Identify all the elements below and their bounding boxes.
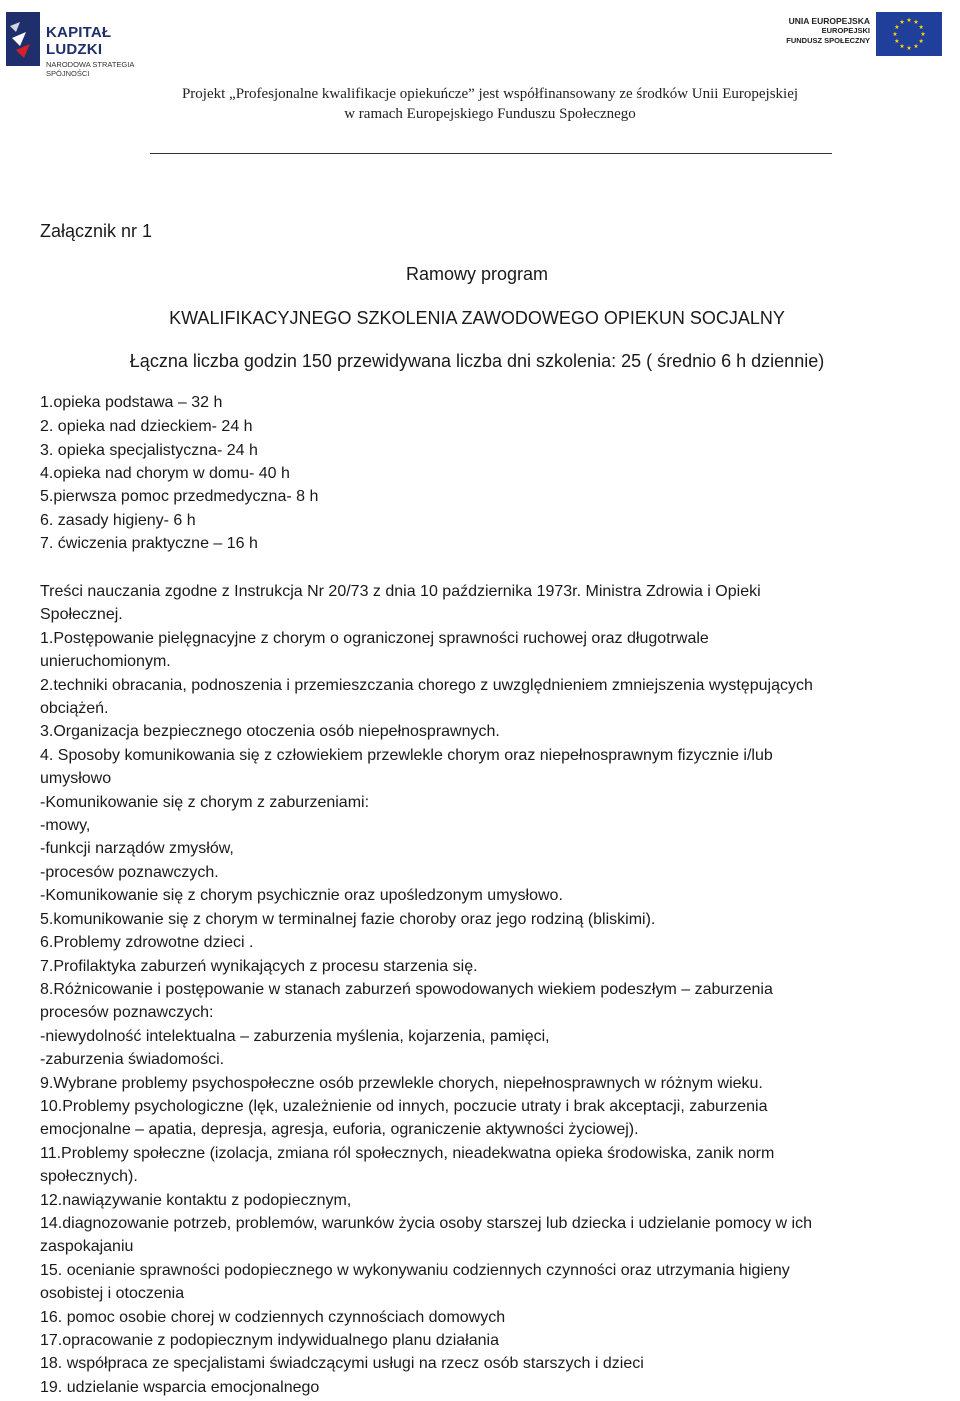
module-item: 6. zasady higieny- 6 h [40,512,196,529]
content-line: 16. pomoc osobie chorej w codziennych czynnościach domowych [40,1308,506,1326]
kapital-ludzki-subtitle: NARODOWA STRATEGIA SPÓJNOŚCI [46,60,134,78]
content-line: 6.Problemy zdrowotne dzieci . [40,934,254,952]
project-line-2: w ramach Europejskiego Funduszu Społecznego [344,106,636,122]
module-item: 2. opieka nad dzieckiem- 24 h [40,418,253,435]
document-header [0,0,960,160]
content-line: 3.Organizacja bezpiecznego otoczenia osób niepełnosprawnych. [40,723,500,741]
kapital-ludzki-emblem-icon [6,12,40,66]
curriculum-content [40,580,920,1399]
module-item: 3. opieka specjalistyczna- 24 h [40,442,258,459]
content-line: -Komunikowanie się z chorym z zaburzeniami: [40,793,370,811]
annex-label: Załącznik nr 1 [40,221,153,241]
content-line: procesów poznawczych: [40,1004,214,1022]
content-line: Treści nauczania zgodne z Instrukcja Nr 20/73 z dnia 10 października 1973r. Ministra Zdrowia i Opieki [40,583,761,600]
content-line: 9.Wybrane problemy psychospołeczne osób przewlekle chorych, niepełnosprawnych w różnym wieku. [40,1074,763,1092]
project-line-1: Projekt „Profesjonalne kwalifikacje opiekuńcze” jest współfinansowany ze środków Unii Europejskiej [181,86,799,102]
project-statement [0,84,960,124]
content-line: 18. współpraca ze specjalistami świadczącymi usługi na rzecz osób starszych i dzieci [40,1355,644,1373]
content-line: -Komunikowanie się z chorym psychicznie oraz upośledzonym umysłowo. [40,887,563,905]
content-line: 12.nawiązywanie kontaktu z podopiecznym, [40,1191,352,1209]
kapital-ludzki-logo [6,10,166,78]
content-line: -niewydolność intelektualna – zaburzenia myślenia, kojarzenia, pamięci, [40,1027,550,1045]
hours-summary: Łączna liczba godzin 150 przewidywana liczba dni szkolenia: 25 ( średnio 6 h dziennie) [129,351,825,371]
content-line: osobistej i otoczenia [40,1285,185,1303]
eu-flag-icon [876,12,942,56]
content-line: 17.opracowanie z podopiecznym indywidualnego planu działania [40,1332,499,1349]
module-item: 1.opieka podstawa – 32 h [40,394,223,411]
content-line: Społecznej. [40,606,123,624]
module-item: 4.opieka nad chorym w domu- 40 h [40,465,290,482]
module-item: 7. ćwiczenia praktyczne – 16 h [40,535,258,552]
content-line: emocjonalne – apatia, depresja, agresja, euforia, ograniczenie aktywności życiowej). [40,1121,639,1139]
content-line: umysłowo [40,770,112,788]
page-title: Ramowy program [405,264,549,284]
eu-logo [782,12,946,60]
eu-logo-line3: FUNDUSZ SPOŁECZNY [786,36,870,45]
content-line: 1.Postępowanie pielęgnacyjne z chorym o ograniczonej sprawności ruchowej oraz długotrwale [40,629,709,647]
content-line: 5.komunikowanie się z chorym w terminalnej fazie choroby oraz jego rodziną (bliskimi). [40,910,656,928]
content-line: 2.techniki obracania, podnoszenia i przemieszczania chorego z uwzględnieniem zmniejszenia występujących [40,676,813,694]
content-line: 8.Różnicowanie i postępowanie w stanach zaburzeń spowodowanych wiekiem podeszłym – zaburzenia [40,980,773,998]
content-line: społecznych). [40,1168,138,1186]
eu-logo-line1: UNIA EUROPEJSKA [788,16,870,26]
content-line: -zaburzenia świadomości. [40,1051,225,1069]
page-subtitle: KWALIFIKACYJNEGO SZKOLENIA ZAWODOWEGO OPIEKUN SOCJALNY [169,308,785,328]
content-line: 4. Sposoby komunikowania się z człowiekiem przewlekle chorym oraz niepełnosprawnym fizycznie i/lub [40,746,773,764]
content-line: 14.diagnozowanie potrzeb, problemów, warunków życia osoby starszej lub dziecka i udzielanie pomocy w ich [40,1214,812,1232]
content-line: zaspokajaniu [40,1238,134,1256]
eu-logo-line2: EUROPEJSKI [821,26,870,35]
content-line: 15. ocenianie sprawności podopiecznego w wykonywaniu codziennych czynności oraz utrzymania higieny [40,1261,790,1279]
header-divider [150,153,832,154]
content-line: -funkcji narządów zmysłów, [40,840,234,858]
content-line: 11.Problemy społeczne (izolacja, zmiana ról społecznych, nieadekwatna opieka środowiska, zanik norm [40,1144,775,1162]
content-line: -mowy, [40,817,91,835]
content-line: obciążeń. [40,700,109,718]
content-line: 19. udzielanie wsparcia emocjonalnego [40,1378,320,1396]
content-line: 10.Problemy psychologiczne (lęk, uzależnienie od innych, poczucie utraty i brak akceptacji, zaburzenia [40,1097,768,1115]
content-line: 7.Profilaktyka zaburzeń wynikających z procesu starzenia się. [40,957,478,975]
content-line: -procesów poznawczych. [40,863,219,881]
module-item: 5.pierwsza pomoc przedmedyczna- 8 h [40,488,319,505]
content-line: unieruchomionym. [40,653,171,671]
kapital-ludzki-title: KAPITAŁ LUDZKI [46,24,112,58]
